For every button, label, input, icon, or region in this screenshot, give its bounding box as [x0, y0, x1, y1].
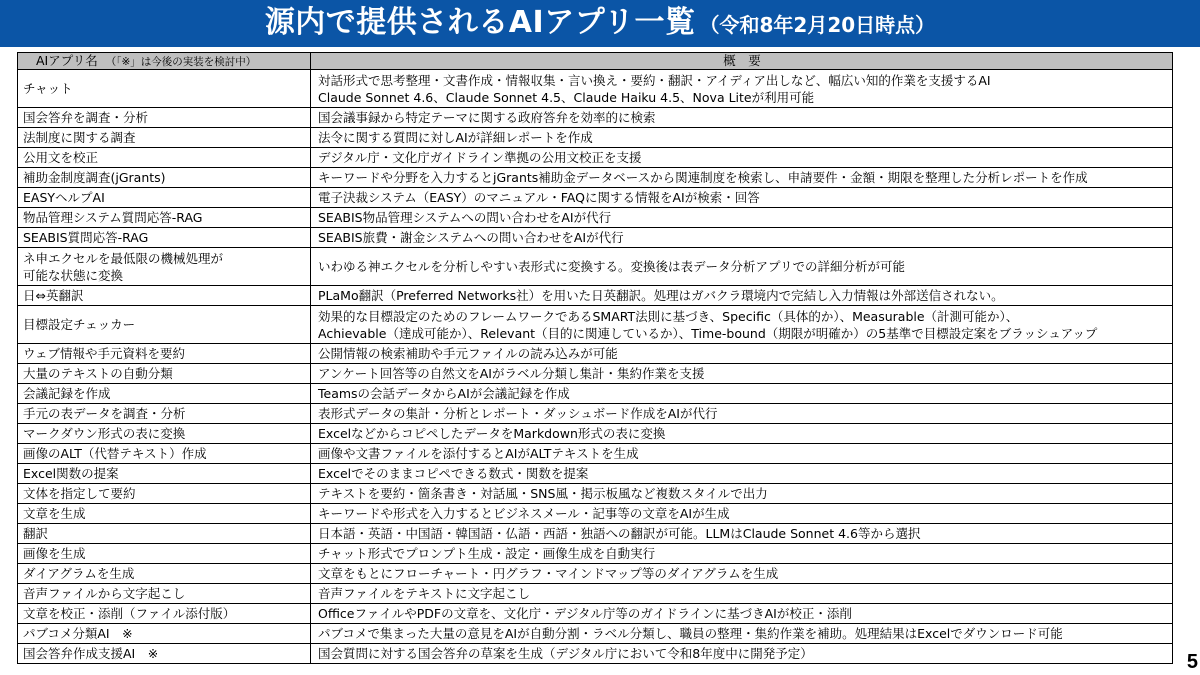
app-description-cell	[311, 564, 1173, 584]
app-name-cell	[18, 108, 311, 128]
app-description-cell	[311, 544, 1173, 564]
table-row	[18, 188, 1173, 208]
title-bar	[0, 0, 1200, 47]
table-row	[18, 108, 1173, 128]
table-row	[18, 644, 1173, 664]
app-name-text: 法制度に関する調査	[23, 130, 136, 145]
app-description-cell	[311, 444, 1173, 464]
app-description-text: PLaMo翻訳（Preferred Networks社）を用いた日英翻訳。処理はガバクラ環境内で完結し入力情報は外部送信されない。	[318, 288, 1004, 303]
app-description-text: 音声ファイルをテキストに文字起こし	[318, 586, 531, 601]
title-date-note: （令和8年2月20日時点）	[699, 13, 936, 37]
app-name-text: 目標設定チェッカー	[23, 317, 136, 332]
app-description-cell	[311, 228, 1173, 248]
app-name-cell	[18, 364, 311, 384]
app-name-cell	[18, 604, 311, 624]
table-row	[18, 544, 1173, 564]
app-description-cell	[311, 248, 1173, 286]
table-row	[18, 306, 1173, 344]
app-name-cell	[18, 524, 311, 544]
app-description-cell	[311, 424, 1173, 444]
app-name-cell	[18, 228, 311, 248]
app-description-text: 公開情報の検索補助や手元ファイルの読み込みが可能	[318, 346, 618, 361]
app-name-cell	[18, 424, 311, 444]
app-name-cell	[18, 148, 311, 168]
app-name-cell	[18, 504, 311, 524]
app-name-text: 大量のテキストの自動分類	[23, 366, 173, 381]
table-row	[18, 464, 1173, 484]
app-description-cell	[311, 148, 1173, 168]
table-row	[18, 484, 1173, 504]
app-name-text: 会議記録を作成	[23, 386, 111, 401]
app-name-text: ネ申エクセルを最低限の機械処理が	[23, 250, 224, 266]
app-description-cell	[311, 644, 1173, 664]
app-name-text: 補助金制度調査(jGrants)	[23, 170, 166, 185]
app-name-cell	[18, 128, 311, 148]
table-row	[18, 70, 1173, 108]
table-row	[18, 128, 1173, 148]
app-description-text: Excelでそのままコピペできる数式・関数を提案	[318, 466, 589, 481]
column-header-app-name-note: （「※」は今後の実装を検討中）	[105, 55, 257, 68]
app-description-cell	[311, 404, 1173, 424]
table-row	[18, 364, 1173, 384]
table-row	[18, 286, 1173, 306]
app-description-cell	[311, 208, 1173, 228]
app-description-text: テキストを要約・箇条書き・対話風・SNS風・掲示板風など複数スタイルで出力	[318, 486, 768, 501]
table-row	[18, 524, 1173, 544]
app-description-text: チャット形式でプロンプト生成・設定・画像生成を自動実行	[318, 546, 656, 561]
table-row	[18, 424, 1173, 444]
app-name-text: 可能な状態に変換	[23, 267, 124, 283]
app-name-cell	[18, 444, 311, 464]
app-description-cell	[311, 168, 1173, 188]
app-name-text: 文体を指定して要約	[23, 486, 136, 501]
table-row	[18, 248, 1173, 286]
table-row	[18, 208, 1173, 228]
app-name-text: ウェブ情報や手元資料を要約	[23, 346, 186, 361]
page-title: 源内で提供されるAIアプリ一覧	[264, 5, 696, 40]
table-row	[18, 148, 1173, 168]
app-description-text: 対話形式で思考整理・文書作成・情報収集・言い換え・要約・翻訳・アイディア出しなど、幅広い知的作業を支援するAI	[318, 72, 991, 88]
table-body	[18, 70, 1173, 664]
app-name-cell	[18, 306, 311, 344]
app-name-text: チャット	[23, 81, 73, 96]
app-description-cell	[311, 70, 1173, 108]
app-name-text: 国会答弁作成支援AI ※	[23, 646, 159, 661]
app-name-cell	[18, 168, 311, 188]
app-description-cell	[311, 504, 1173, 524]
app-description-text: 表形式データの集計・分析とレポート・ダッシュボード作成をAIが代行	[318, 406, 718, 421]
column-header-app-name-label: AIアプリ名	[36, 52, 98, 68]
app-description-text: SEABIS旅費・謝金システムへの問い合わせをAIが代行	[318, 230, 624, 245]
app-name-text: 翻訳	[23, 526, 49, 541]
app-description-text: ExcelなどからコピペしたデータをMarkdown形式の表に変換	[318, 426, 666, 441]
table-row	[18, 228, 1173, 248]
app-description-cell	[311, 524, 1173, 544]
app-name-cell	[18, 344, 311, 364]
app-description-cell	[311, 584, 1173, 604]
app-name-text: 文章を校正・添削（ファイル添付版）	[23, 606, 236, 621]
app-name-text: 手元の表データを調査・分析	[23, 406, 186, 421]
column-header-description: 概 要	[311, 53, 1173, 70]
app-name-cell	[18, 384, 311, 404]
app-description-cell	[311, 384, 1173, 404]
app-name-text: 画像のALT（代替テキスト）作成	[23, 446, 207, 461]
table-row	[18, 584, 1173, 604]
app-description-text: 電子決裁システム（EASY）のマニュアル・FAQに関する情報をAIが検索・回答	[318, 190, 760, 205]
app-description-cell	[311, 464, 1173, 484]
app-name-text: 公用文を校正	[23, 150, 99, 165]
app-description-text: 国会質問に対する国会答弁の草案を生成（デジタル庁において令和8年度中に開発予定）	[318, 646, 813, 661]
column-header-app-name	[18, 53, 311, 70]
app-description-text: OfficeファイルやPDFの文章を、文化庁・デジタル庁等のガイドラインに基づきAIが校正・添削	[318, 606, 852, 621]
app-description-cell	[311, 286, 1173, 306]
app-description-text: いわゆる神エクセルを分析しやすい表形式に変換する。変換後は表データ分析アプリでの詳細分析が可能	[318, 259, 906, 274]
app-description-text: 法令に関する質問に対しAIが詳細レポートを作成	[318, 130, 593, 145]
app-name-text: Excel関数の提案	[23, 466, 119, 481]
app-description-text: 日本語・英語・中国語・韓国語・仏語・西語・独語への翻訳が可能。LLMはClaude Sonnet 4.6等から選択	[318, 526, 921, 541]
app-description-cell	[311, 188, 1173, 208]
app-name-text: 音声ファイルから文字起こし	[23, 586, 186, 601]
table-header-row	[18, 53, 1173, 70]
app-description-text: パブコメで集まった大量の意見をAIが自動分割・ラベル分類し、職員の整理・集約作業を補助。処理結果はExcelでダウンロード可能	[318, 626, 1063, 641]
app-name-text: 画像を生成	[23, 546, 86, 561]
table-row	[18, 504, 1173, 524]
app-name-cell	[18, 644, 311, 664]
app-description-cell	[311, 484, 1173, 504]
app-description-cell	[311, 364, 1173, 384]
app-name-cell	[18, 70, 311, 108]
app-name-cell	[18, 484, 311, 504]
table-row	[18, 604, 1173, 624]
table-row	[18, 384, 1173, 404]
app-name-text: 文章を生成	[23, 506, 86, 521]
app-description-text: 文章をもとにフローチャート・円グラフ・マインドマップ等のダイアグラムを生成	[318, 566, 779, 581]
app-name-text: パブコメ分類AI ※	[23, 626, 133, 641]
app-description-text: 国会議事録から特定テーマに関する政府答弁を効率的に検索	[318, 110, 656, 125]
app-description-text: Teamsの会話データからAIが会議記録を作成	[318, 386, 570, 401]
table-row	[18, 168, 1173, 188]
app-description-cell	[311, 344, 1173, 364]
app-description-cell	[311, 306, 1173, 344]
app-description-text: 効果的な目標設定のためのフレームワークであるSMART法則に基づき、Specific（具体的か）、Measurable（計測可能か）、	[318, 308, 1019, 324]
app-name-text: EASYヘルプAI	[23, 190, 105, 205]
app-name-cell	[18, 404, 311, 424]
app-name-text: 日⇔英翻訳	[23, 288, 84, 303]
app-name-text: 国会答弁を調査・分析	[23, 110, 149, 125]
app-description-cell	[311, 624, 1173, 644]
table-row	[18, 564, 1173, 584]
app-name-cell	[18, 544, 311, 564]
app-name-text: ダイアグラムを生成	[23, 566, 135, 581]
page-number: 5	[1186, 651, 1198, 673]
app-name-cell	[18, 564, 311, 584]
app-name-cell	[18, 248, 311, 286]
app-name-cell	[18, 188, 311, 208]
app-description-cell	[311, 128, 1173, 148]
table-row	[18, 624, 1173, 644]
app-description-text: キーワードや形式を入力するとビジネスメール・記事等の文章をAIが生成	[318, 506, 730, 521]
app-name-cell	[18, 584, 311, 604]
table-row	[18, 344, 1173, 364]
app-description-text: Achievable（達成可能か）、Relevant（目的に関連しているか）、Time-bound（期限が明確か）の5基準で目標設定案をブラッシュアップ	[318, 325, 1098, 341]
app-name-cell	[18, 286, 311, 306]
app-name-text: SEABIS質問応答-RAG	[23, 230, 149, 245]
app-description-cell	[311, 108, 1173, 128]
app-description-text: SEABIS物品管理システムへの問い合わせをAIが代行	[318, 210, 612, 225]
app-description-text: キーワードや分野を入力するとjGrants補助金データベースから関連制度を検索し、申請要件・金額・期限を整理した分析レポートを作成	[318, 170, 1088, 185]
app-name-text: マークダウン形式の表に変換	[23, 426, 186, 441]
app-name-cell	[18, 624, 311, 644]
app-name-text: 物品管理システム質問応答-RAG	[23, 210, 203, 225]
app-name-cell	[18, 208, 311, 228]
app-description-text: アンケート回答等の自然文をAIがラベル分類し集計・集約作業を支援	[318, 366, 705, 381]
app-description-text: 画像や文書ファイルを添付するとAIがALTテキストを生成	[318, 446, 639, 461]
table-row	[18, 444, 1173, 464]
table-row	[18, 404, 1173, 424]
app-description-text: デジタル庁・文化庁ガイドライン準拠の公用文校正を支援	[318, 150, 642, 165]
app-description-cell	[311, 604, 1173, 624]
app-name-cell	[18, 464, 311, 484]
ai-app-table	[17, 52, 1173, 664]
app-description-text: Claude Sonnet 4.6、Claude Sonnet 4.5、Claude Haiku 4.5、Nova Liteが利用可能	[318, 89, 815, 105]
